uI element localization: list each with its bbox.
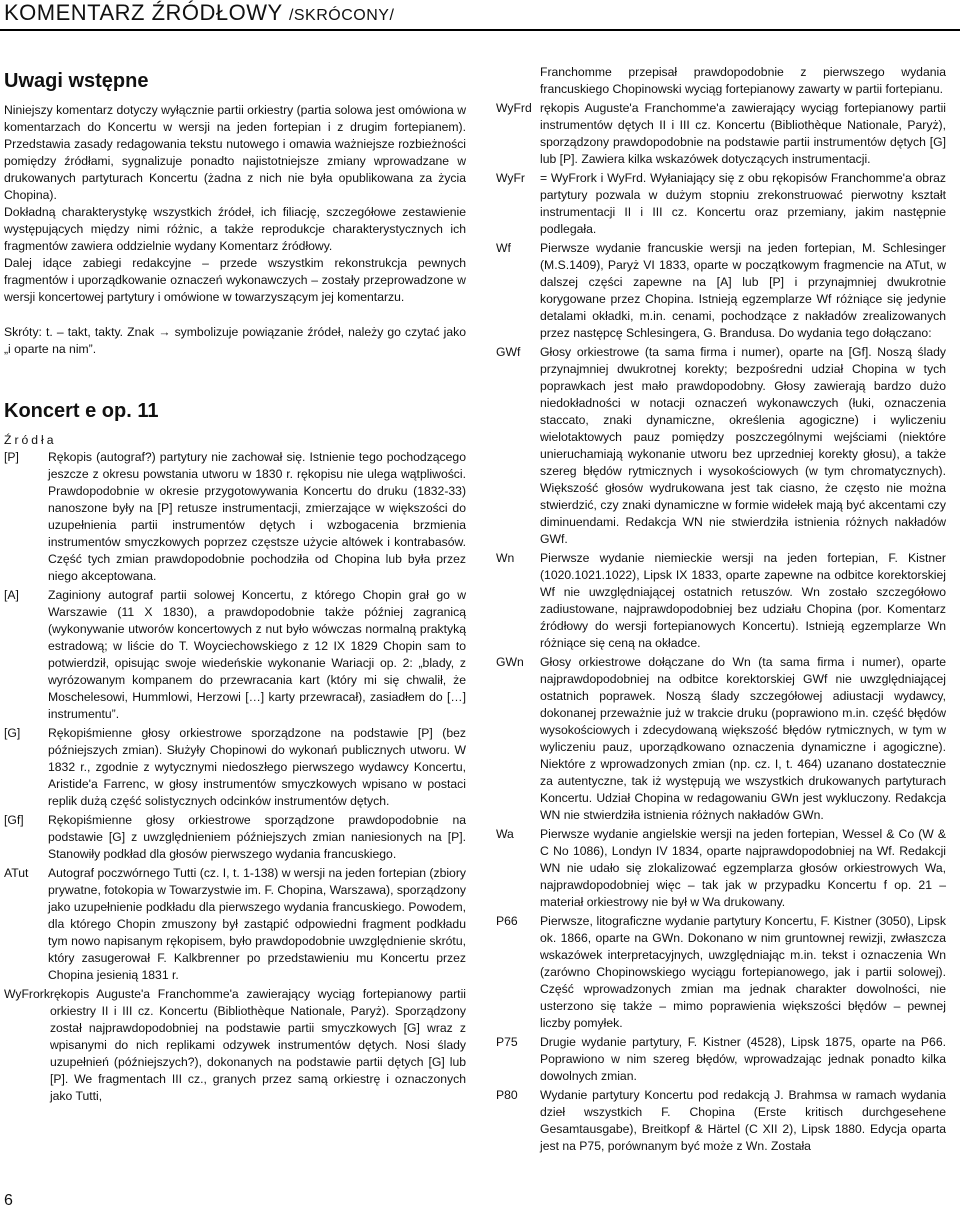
source-entry xyxy=(496,913,946,1032)
source-description: = WyFrork i WyFrd. Wyłaniający się z obu rękopisów Franchomme'a obraz partytury pozwala w dużym stopniu zrekonstruować pierwotny kształt instrumentacji II i III cz. Koncertu oraz przemiany, jakim następnie podlegała. xyxy=(540,171,946,236)
source-description: rękopis Auguste'a Franchomme'a zawierający wyciąg fortepianowy partii instrumentów dętych II i III cz. Koncertu (Bibliothèque Nationale, Paryż), sporządzony prawdopodobnie na podstawie partii instrumentów dętych [G] lub [P]. Zawiera kilka wskazówek dotyczących instrumentacji. xyxy=(540,101,946,166)
source-siglum: P66 xyxy=(496,914,518,928)
source-description: Rękopis (autograf?) partytury nie zachował się. Istnienie tego pochodzącego jeszcze z okresu powstania utworu w 1830 r. rękopisu nie ulega wątpliwości. Prawdopodobnie w okresie przygotowywania Koncertu do druku (1832-33) nanoszone były na [P] retusze instrumentacji, zmierzające w większości do uzupełnienia partii instrumentów dętych i wzbogacenia brzmienia instrumentów smyczkowych poprzez częstsze użycie altówek i kontrabasów. Część tych zmian prawdopodobnie pochodziła od Chopina lub była przez niego akceptowana. xyxy=(48,450,466,583)
page-header xyxy=(4,0,394,26)
source-entry xyxy=(496,170,946,238)
concerto-heading: Koncert e op. 11 xyxy=(4,400,159,422)
right-column xyxy=(496,64,946,1157)
source-siglum: [P] xyxy=(4,450,19,464)
source-entry xyxy=(4,725,466,810)
source-siglum: [Gf] xyxy=(4,813,24,827)
source-siglum: Wf xyxy=(496,241,511,255)
continuation-entry xyxy=(496,64,946,98)
source-entry xyxy=(4,986,466,1105)
source-entry xyxy=(496,240,946,342)
source-description: Głosy orkiestrowe (ta sama firma i numer), oparte na [Gf]. Noszą ślady przynajmniej dwukrotnej korekty; bezpośredni udział Chopina w tych poprawkach jest mało prawdopodobny. Głosy zawierają bardzo dużo niedokładności w notacji oznaczeń wykonawczych (łuki, oznaczenia staccato, znaki dynamiczne, określenia agogiczne) i wyliczeniu wielotaktowych pauz pomiędzy poszczególnymi wejściami (niektóre unieruchamiają wykonanie utworu bez uprzedniej korekty głosu), a także szereg błędów rytmicznych i wysokościowych (w tym chromatycznych). Większość głosów wydrukowana jest tak ciasno, że często nie można stwierdzić, czy znaki dynamiczne w formie widełek mają być akcentami czy diminuendami. Redakcja WN nie stwierdziła istnienia różnych nakładów GWf. xyxy=(540,345,946,546)
source-description: Zaginiony autograf partii solowej Koncertu, z którego Chopin grał go w Warszawie (11 X 1830), a prawdopodobnie także później zagranicą (wykonywanie utworów koncertowych z nut było wówczas normalną praktyką estradową; w liście do T. Woyciechowskiego z 12 IX 1829 Chopin sam to potwierdził, opisując swoje wiedeńskie wykonanie Wariacji op. 2: „blady, z wyrózowanym kompanem do przewracania kart (który mi się chwalił, że Moschelesowi, Hummlowi, Herzowi […] karty przewracał), zasiadłem do […] instrumentu”. xyxy=(48,588,466,721)
source-siglum: [A] xyxy=(4,588,19,602)
source-siglum: GWn xyxy=(496,655,524,669)
source-siglum: WyFr xyxy=(496,171,525,185)
source-description: Autograf poczwórnego Tutti (cz. I, t. 1-138) w wersji na jeden fortepian (zbiory prywatne, fotokopia w Towarzystwie im. F. Chopina, Warszawa), sporządzony jako uzupełnienie podkładu dla pierwszego wydania francuskiego. Powodem, dla którego Chopin zmuszony był zastąpić odpowiedni fragment podkładu tym nowo napisanym rękopisem, było prawdopodobnie uwzględnienie skrótu, który zasugerował F. Kalkbrenner po przedstawieniu mu Koncertu przez Chopina jesienią 1831 r. xyxy=(48,866,466,982)
source-description: Rękopiśmienne głosy orkiestrowe sporządzone prawdopodobnie na podstawie [G] z uwzględnieniem późniejszych zmian naniesionych na [P]. Stanowiły podkład dla głosów pierwszego wydania francuskiego. xyxy=(48,813,466,861)
header-title: KOMENTARZ ŹRÓDŁOWY xyxy=(4,0,283,25)
right-source-list xyxy=(496,100,946,1155)
source-description: rękopis Auguste'a Franchomme'a zawierający wyciąg fortepianowy partii orkiestry II i III cz. Koncertu (Bibliothèque Nationale, Paryż). Sporządzony został najprawdopodobniej na podstawie partii smyczkowych [G] wraz z wpisanymi do nich replikami odzywek instrumentów dętych. Nosi ślady uzupełnień (późniejszych?), dokonanych na podstawie partii dętych [G] lub [P]. We fragmentach III cz., granych przez samą orkiestrę i oznaczonych jako Tutti, xyxy=(49,987,466,1103)
source-description: Głosy orkiestrowe dołączane do Wn (ta sama firma i numer), oparte najprawdopodobniej na odbitce korektorskiej GWf nie uwzględniającej ostatnich poprawek. Noszą ślady szczegółowej adiustacji wydawcy, dokonanej przeważnie już w trakcie druku (poprawiono m.in. część błędów wysokościowych i zdecydowaną większość błędów rytmicznych, w tym w wyliczeniu pauz, uporządkowano oznaczenia dynamiczne i agogiczne). Niektóre z wprowadzonych zmian (np. cz. I, t. 464) uzanano dostatecznie za autentyczne, tak iż występują we wszystkich drukowanych partyturach Koncertu. Udział Chopina w redagowaniu GWn jest wykluczony. Redakcja WN nie stwierdziła istnienia różnych nakładów GWn. xyxy=(540,655,946,822)
source-entry xyxy=(496,344,946,548)
source-siglum: [G] xyxy=(4,726,21,740)
page-number: 6 xyxy=(4,1192,13,1209)
header-subtitle: /SKRÓCONY/ xyxy=(288,7,395,24)
continuation-text: Franchomme przepisał prawdopodobnie z pierwszego wydania francuskiego Chopinowski wyciąg fortepianowy zawarty w partii fortepianu. xyxy=(540,65,946,96)
source-entry xyxy=(496,826,946,911)
source-siglum: P75 xyxy=(496,1035,518,1049)
source-siglum: Wa xyxy=(496,827,514,841)
source-description: Drugie wydanie partytury, F. Kistner (4528), Lipsk 1875, oparte na P66. Poprawiono w nim szereg błędów, wprowadzając jednak ponadto kilka dowolnych zmian. xyxy=(540,1035,946,1083)
left-source-list xyxy=(4,449,466,1105)
source-siglum: WyFrd xyxy=(496,101,532,115)
source-siglum: Wn xyxy=(496,551,515,565)
source-entry xyxy=(496,1087,946,1155)
header-rule xyxy=(0,29,960,31)
source-description: Pierwsze wydanie francuskie wersji na jeden fortepian, M. Schlesinger (M.S.1409), Paryż VI 1833, oparte w początkowym fragmencie na ATut, w dalszej części zapewne na [A] lub [P] i przynajmniej dwukrotnie korygowane przez Chopina. Istnieją egzemplarze Wf różniące się jedynie detalami okładki, m.in. cenami, pochodzące z nakładów zrealizowanych przez następcę Schlesingera, G. Brandusa. Do wydania tego dołączano: xyxy=(540,241,946,340)
intro-paragraph-2: Dokładną charakterystykę wszystkich źródeł, ich filiację, szczegółowe zestawienie występujących między nimi różnic, a także reprodukcje charakterystycznych ich fragmentów zawiera oddzielnie wydany Komentarz źródłowy. xyxy=(4,205,466,253)
left-column xyxy=(4,64,466,1107)
source-description: Wydanie partytury Koncertu pod redakcją J. Brahmsa w ramach wydania dzieł wszystkich F. Chopina (Erste kritisch durchgesehene Gesamtausgabe), Breitkopf & Härtel (C XII 2), Lipsk 1880. Edycja oparta jest na P75, porównanym być może z Wn. Została xyxy=(540,1088,946,1153)
source-siglum: WyFrork xyxy=(4,987,50,1001)
sources-label: Źródła xyxy=(4,433,57,447)
source-entry xyxy=(4,449,466,585)
abbreviations: Skróty: t. – takt, takty. Znak → symbolizuje powiązanie źródeł, należy go czytać jako „i oparte na nim”. xyxy=(4,325,466,356)
source-entry xyxy=(496,550,946,652)
source-entry xyxy=(496,1034,946,1085)
source-entry xyxy=(4,587,466,723)
source-siglum: ATut xyxy=(4,866,29,880)
source-entry xyxy=(496,100,946,168)
source-description: Pierwsze wydanie niemieckie wersji na jeden fortepian, F. Kistner (1020.1021.1022), Lipsk IX 1833, oparte zapewne na odbitce korektorskiej Wf nie uwzględniającej ostatnich retuszów. Wn zostało szczegółowo zadiustowane, najprawdopodobniej bez udziału Chopina (por. Komentarz źródłowy do wersji fortepianowych Koncertu). Istnieją egzemplarze Wn różniące się ceną na okładce. xyxy=(540,551,946,650)
source-description: Rękopiśmienne głosy orkiestrowe sporządzone na podstawie [P] (bez późniejszych zmian). Służyły Chopinowi do wykonań publicznych utworu. W 1832 r., zgodnie z wytycznymi niedoszłego pierwszego wydawcy Koncertu, Aristide'a Farrenc, w głosy instrumentów smyczkowych wpisano w postaci replik dużą część solistycznych odcinków instrumentów dętych. xyxy=(48,726,466,808)
intro-paragraph-3: Dalej idące zabiegi redakcyjne – przede wszystkim rekonstrukcja pewnych fragmentów i uporządkowanie oznaczeń wykonawczych – zostały przeprowadzone w wersji koncertowej partytury i omówione w towarzyszącym jej komentarzu. xyxy=(4,256,466,304)
intro-heading: Uwagi wstępne xyxy=(4,70,149,92)
source-description: Pierwsze wydanie angielskie wersji na jeden fortepian, Wessel & Co (W & C No 1086), Londyn IV 1834, oparte najprawdopodobniej na Wf. Redakcji WN nie udało się zlokalizować egzemplarza głosów orkiestrowych Wa, najprawdopodobniej więc – tak jak w przypadku Koncertu f op. 21 – materiał orkiestrowy nie był w Wa drukowany. xyxy=(540,827,946,909)
source-entry xyxy=(4,865,466,984)
source-siglum: P80 xyxy=(496,1088,518,1102)
source-description: Pierwsze, litograficzne wydanie partytury Koncertu, F. Kistner (3050), Lipsk ok. 1866, oparte na GWn. Dokonano w nim gruntownej rewizji, zwłaszcza wskazówek interpretacyjnych, uwzględniając m.in. tekst i oznaczenia Wn (zarówno Chopinowskiego wyciągu fortepianowego, jak i partii solowej). Część wprowadzonych zmian ma jednak charakter dowolności, nie usterzono się także – mimo poprawienia większości błędów – pewnej liczby pomyłek. xyxy=(540,914,946,1030)
source-entry xyxy=(4,812,466,863)
source-entry xyxy=(496,654,946,824)
source-siglum: GWf xyxy=(496,345,521,359)
intro-paragraph-1: Niniejszy komentarz dotyczy wyłącznie partii orkiestry (partia solowa jest omówiona w komentarzach do Koncertu w wersji na jeden fortepian i z drugim fortepianem). Przedstawia zasady redagowania tekstu nutowego i omawia ważniejsze rozbieżności pomiędzy źródłami, sygnalizuje ponadto najistotniejsze zmiany wprowadzane w drukowanych partyturach Koncertu (żadna z nich nie była opublikowana za życia Chopina). xyxy=(4,103,466,202)
